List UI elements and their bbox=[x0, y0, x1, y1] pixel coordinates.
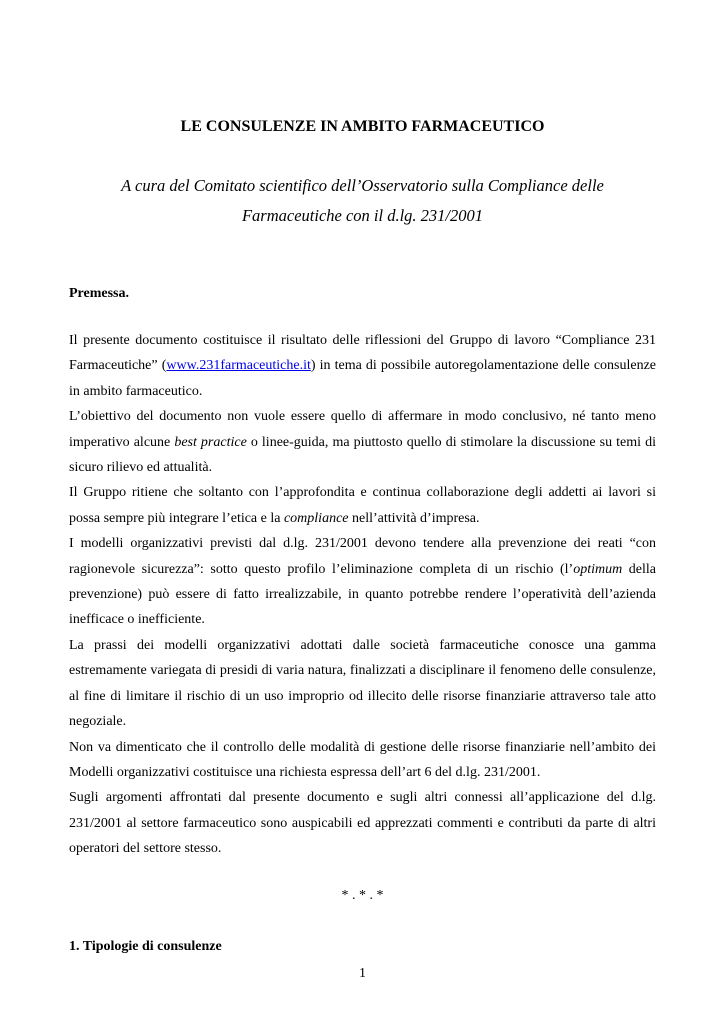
paragraph-1: Il presente documento costituisce il risultato delle riflessioni del Gruppo di lavoro “Compliance 231 Farmaceutiche” (www.231farmaceutiche.it) in tema di possibile autoregolamentazione delle consulenze in ambito farmaceutico. bbox=[69, 333, 657, 399]
italic-term: compliance bbox=[283, 510, 349, 526]
section-separator: * . * . * bbox=[341, 888, 384, 903]
document-title: LE CONSULENZE IN AMBITO FARMACEUTICO bbox=[180, 118, 545, 135]
page-number: 1 bbox=[359, 966, 366, 981]
section-heading: 1. Tipologie di consulenze bbox=[69, 939, 222, 954]
paragraph-4: I modelli organizzativi previsti dal d.lg. 231/2001 devono tendere alla prevenzione dei reati “con ragionevole sicurezza”: sotto questo profilo l’eliminazione completa di un rischio (l’optimum della prevenzione) può essere di fatto irrealizzabile, in quanto potrebbe rendere l’operatività dell’azienda inefficace o inefficiente. bbox=[69, 536, 656, 628]
italic-term: optimum bbox=[573, 561, 623, 577]
subtitle-line-1: A cura del Comitato scientifico dell’Osservatorio sulla Compliance delle bbox=[121, 176, 604, 195]
paragraph-5: La prassi dei modelli organizzativi adottati dalle società farmaceutiche conosce una gamma estremamente variegata di presidi di varia natura, finalizzati a disciplinare il fenomeno delle consulenze, al fine di limitare il rischio di un uso improprio od illecito delle risorse finanziarie attraverso tale atto negoziale. bbox=[69, 637, 656, 730]
paragraph-6: Non va dimenticato che il controllo delle modalità di gestione delle risorse finanziarie nell’ambito dei Modelli organizzativi costituisce una richiesta espressa dell’art 6 del d.lg. 231/2001. bbox=[69, 739, 656, 780]
paragraph-7: Sugli argomenti affrontati dal presente documento e sugli altri connessi all’applicazione del d.lg. 231/2001 al settore farmaceutico sono auspicabili ed apprezzati commenti e contributi da parte di altri operatori del settore stesso. bbox=[69, 790, 656, 857]
paragraph-3: Il Gruppo ritiene che soltanto con l’approfondita e continua collaborazione degli addetti ai lavori si possa sempre più integrare l’etica e la compliance nell’attività d’impresa. bbox=[69, 485, 656, 526]
subtitle-line-2: Farmaceutiche con il d.lg. 231/2001 bbox=[241, 206, 484, 225]
document-subtitle bbox=[100, 171, 625, 231]
paragraph-2: L’obiettivo del documento non vuole essere quello di affermare in modo conclusivo, né tanto meno imperativo alcune best practice o linee-guida, ma piuttosto quello di stimolare la discussione su temi di sicuro rilievo ed attualità. bbox=[69, 409, 656, 476]
website-link[interactable]: www.231farmaceutiche.it bbox=[166, 358, 311, 374]
premessa-body bbox=[69, 328, 656, 862]
premessa-heading: Premessa. bbox=[69, 286, 129, 301]
italic-term: best practice bbox=[174, 434, 247, 450]
